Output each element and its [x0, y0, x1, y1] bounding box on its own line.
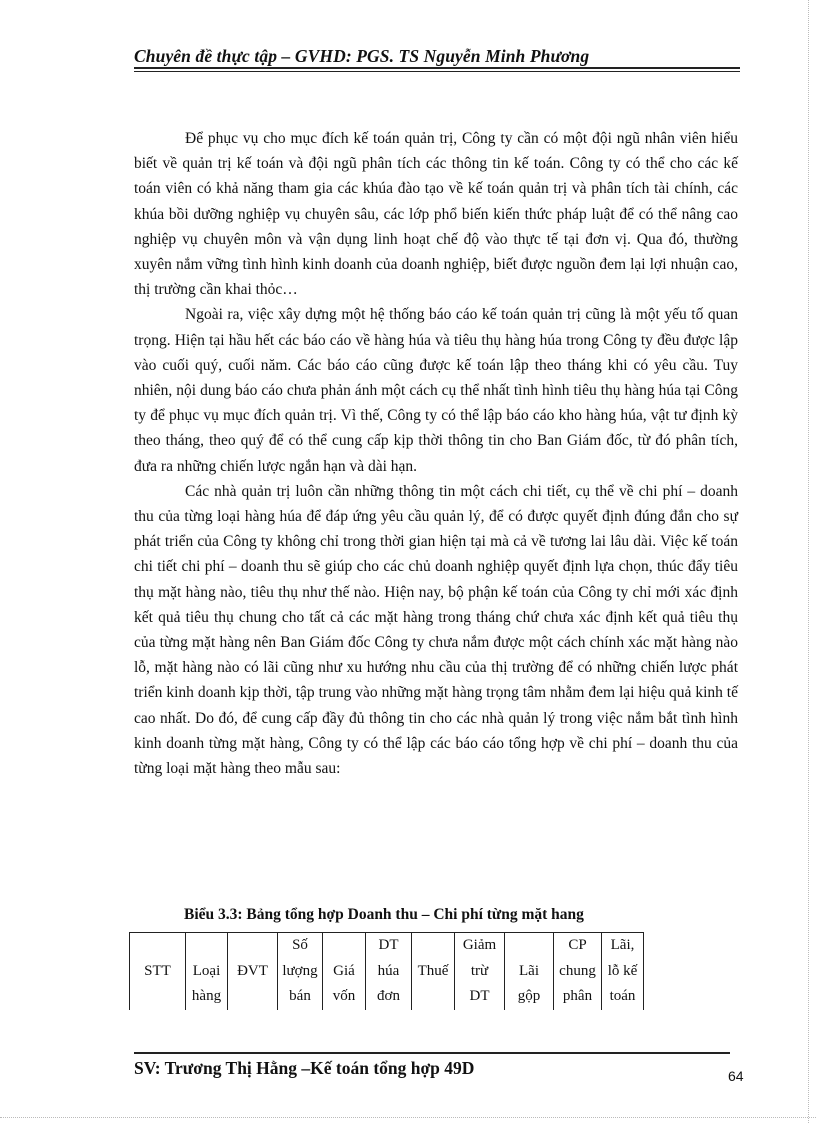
header-cell: Giảm trừ DT [455, 933, 505, 1010]
header-cell: Giá vốn [323, 933, 366, 1010]
page-edge [0, 1117, 816, 1118]
header-cell: Lãi gộp [505, 933, 554, 1010]
header-cell: Số lượng bán [278, 933, 323, 1010]
body-text [134, 126, 738, 781]
header-cell: Loại hàng [186, 933, 228, 1010]
header-cell: Thuế [412, 933, 455, 1010]
page-number: 64 [728, 1068, 744, 1084]
header-divider [134, 67, 740, 69]
paragraph: Các nhà quản trị luôn cần những thông tin một cách chi tiết, cụ thể về chi phí – doanh thu của từng loại hàng húa để đáp ứng yêu cầu quản lý, để có được quyết định đúng đắn cho sự phát triển của Công ty không chỉ trong thời gian hiện tại mà cả về tương lai lâu dài. Việc kế toán chi tiết chi phí – doanh thu sẽ giúp cho các chủ doanh nghiệp quyết định lựa chọn, thúc đẩy tiêu thụ mặt hàng nào, tiêu thụ như thế nào. Hiện nay, bộ phận kế toán của Công ty chỉ mới xác định kết quả tiêu thụ chung cho tất cả các mặt hàng trong tháng chứ chưa xác định kết quả tiêu thụ của từng mặt hàng nên Ban Giám đốc Công ty chưa nắm được một cách chính xác mặt hàng nào lỗ, mặt hàng nào có lãi cũng như xu hướng nhu cầu của thị trường để có những chiến lược phát triển kinh doanh kịp thời, tập trung vào những mặt hàng trọng tâm nhằm đem lại hiệu quả kinh tế cao nhất. Do đó, để cung cấp đầy đủ thông tin cho các nhà quản lý trong việc nắm bắt tình hình kinh doanh từng mặt hàng, Công ty có thể lập các báo cáo tổng hợp về chi phí – doanh thu của từng loại mặt hàng theo mẫu sau: [134, 482, 738, 778]
header-cell: CP chung phân [554, 933, 602, 1010]
summary-table [129, 932, 644, 1010]
header-cell: ĐVT [228, 933, 278, 1010]
paragraph: Ngoài ra, việc xây dựng một hệ thống báo cáo kế toán quản trị cũng là một yếu tố quan trọng. Hiện tại hầu hết các báo cáo về hàng húa và tiêu thụ hàng húa trong Công ty đều được lập vào cuối quý, cuối năm. Các báo cáo cũng được kế toán lập theo tháng khi có yêu cầu. Tuy nhiên, nội dung báo cáo chưa phản ánh một cách cụ thể nhất tình hình tiêu thụ hàng húa tại Công ty để phục vụ mục đích quản trị. Vì thế, Công ty có thể lập báo cáo kho hàng húa, vật tư định kỳ theo tháng, theo quý để có thể cung cấp kịp thời thông tin cho Ban Giám đốc, từ đó phân tích, đưa ra những chiến lược ngắn hạn và dài hạn. [134, 306, 738, 475]
header-divider-thin [134, 71, 740, 72]
paragraph: Để phục vụ cho mục đích kế toán quản trị, Công ty cần có một đội ngũ nhân viên hiểu biết về quản trị kế toán và đội ngũ phân tích các thông tin kế toán. Công ty có thể cho các kế toán viên có khả năng tham gia các khúa đào tạo về kế toán quản trị và phân tích tài chính, các khúa bồi dưỡng nghiệp vụ chuyên sâu, các lớp phổ biến kiến thức pháp luật để có thể nâng cao nghiệp vụ chuyên môn và vận dụng linh hoạt chế độ vào thực tế tại đơn vị. Qua đó, thường xuyên nắm vững tình hình kinh doanh của doanh nghiệp, biết được nguồn đem lại lợi nhuận cao, thị trường cần khai thỏc… [134, 130, 738, 299]
running-footer: SV: Trương Thị Hằng –Kế toán tổng hợp 49D [134, 1058, 475, 1078]
footer-divider [134, 1052, 730, 1054]
header-cell: STT [130, 933, 186, 1010]
header-cell: DT húa đơn [366, 933, 412, 1010]
header-cell: Lãi, lỗ kế toán [602, 933, 644, 1010]
page-edge [808, 0, 809, 1123]
table-caption: Biểu 3.3: Bảng tổng hợp Doanh thu – Chi phí từng mặt hang [184, 906, 584, 923]
running-header: Chuyên đề thực tập – GVHD: PGS. TS Nguyễn Minh Phương [134, 46, 590, 66]
table-header-row [130, 933, 644, 1010]
